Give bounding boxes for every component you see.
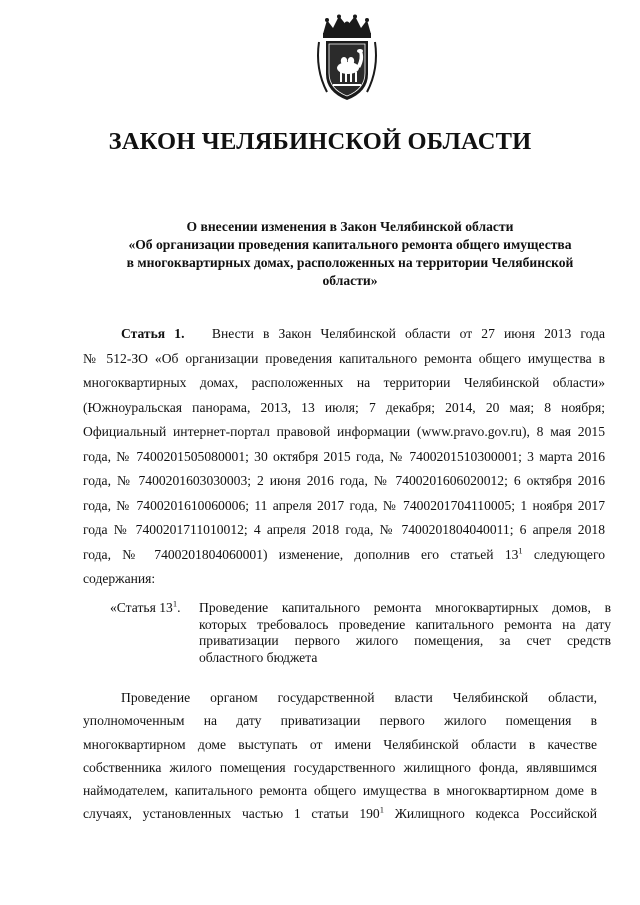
- body-line: собственника жилого помещения государственного жилищного фонда, являвшимся: [83, 759, 597, 775]
- body-line: наймодателем, капитального ремонта общего имущества в многоквартирном доме в: [83, 783, 597, 799]
- article-1-line: содержания:: [83, 571, 156, 586]
- body-line: многоквартирном доме выступать от имени Челябинской области в качестве: [83, 736, 597, 752]
- superscript: 1: [518, 544, 523, 555]
- chelyabinsk-coat-of-arms-icon: [313, 14, 381, 104]
- article-1-line: года № 7400201711010012; 4 апреля 2018 года, № 7400201804040011; 6 апреля 2018: [83, 522, 605, 537]
- body-line: уполномоченным на дату приватизации первого жилого помещения в: [83, 713, 597, 729]
- subtitle-line: области»: [322, 273, 378, 288]
- article-1-line: года, № 7400201610060006; 11 апреля 2017 года, № 7400201704110005; 1 ноября 2017: [83, 497, 605, 513]
- new-article-heading: [199, 600, 611, 666]
- heading-line: которых требовалось проведение капитального ремонта на дату: [199, 616, 611, 632]
- article-body: [83, 686, 597, 826]
- article-1-line: (Южноуральская панорама, 2013, 13 июля; 7 декабря; 2014, 20 мая; 8 ноября;: [83, 399, 605, 415]
- heading-line: областного бюджета: [199, 649, 318, 665]
- article-1-label: Статья 1.: [121, 326, 185, 341]
- article-1-line: [83, 543, 605, 568]
- law-title: ЗАКОН ЧЕЛЯБИНСКОЙ ОБЛАСТИ: [108, 128, 532, 155]
- body-text: случаях, установленных частью 1 статьи 190: [83, 806, 380, 822]
- new-article-label: [110, 600, 181, 617]
- article-1-line: года, № 7400201603030003; 2 июня 2016 года, № 7400201606020012; 6 октября 2016: [83, 473, 605, 488]
- body-text: Жилищного кодекса Российской: [383, 806, 597, 822]
- heading-line: Проведение капитального ремонта многоквартирных домов, в: [199, 600, 611, 615]
- new-article-label-text: «Статья 13: [110, 600, 173, 615]
- law-subtitle: [60, 218, 640, 290]
- superscript: 1: [379, 804, 384, 815]
- heading-line: приватизации первого жилого помещения, за счет средств: [199, 633, 611, 648]
- body-line: Проведение органом государственной власти Челябинской области,: [121, 690, 597, 705]
- body-line: [83, 802, 597, 825]
- article-1-line: года, № 7400201505080001; 30 октября 2015 года, № 7400201510300001; 3 марта 2016: [83, 448, 605, 464]
- article-1-line: Официальный интернет-портал правовой информации (www.pravo.gov.ru), 8 мая 2015: [83, 424, 605, 439]
- superscript: 1: [172, 598, 178, 609]
- article-1-line: многоквартирных домах, расположенных на территории Челябинской области»: [83, 375, 605, 390]
- article-1: [83, 322, 605, 592]
- article-1-line: № 512-ЗО «Об организации проведения капитального ремонта общего имущества в: [83, 350, 605, 366]
- article-1-text: года, № 7400201804060001) изменение, дополнив его статьей 13: [83, 546, 519, 562]
- article-1-text: Внести в Закон Челябинской области от 27 июня 2013 года: [211, 326, 605, 341]
- subtitle-line: О внесении изменения в Закон Челябинской области: [186, 219, 514, 234]
- new-article-label-text: .: [177, 600, 181, 615]
- subtitle-line: «Об организации проведения капитального ремонта общего имущества: [128, 237, 572, 252]
- subtitle-line: в многоквартирных домах, расположенных на территории Челябинской: [126, 255, 574, 270]
- article-1-line: [83, 322, 605, 347]
- article-1-text: следующего: [522, 546, 605, 562]
